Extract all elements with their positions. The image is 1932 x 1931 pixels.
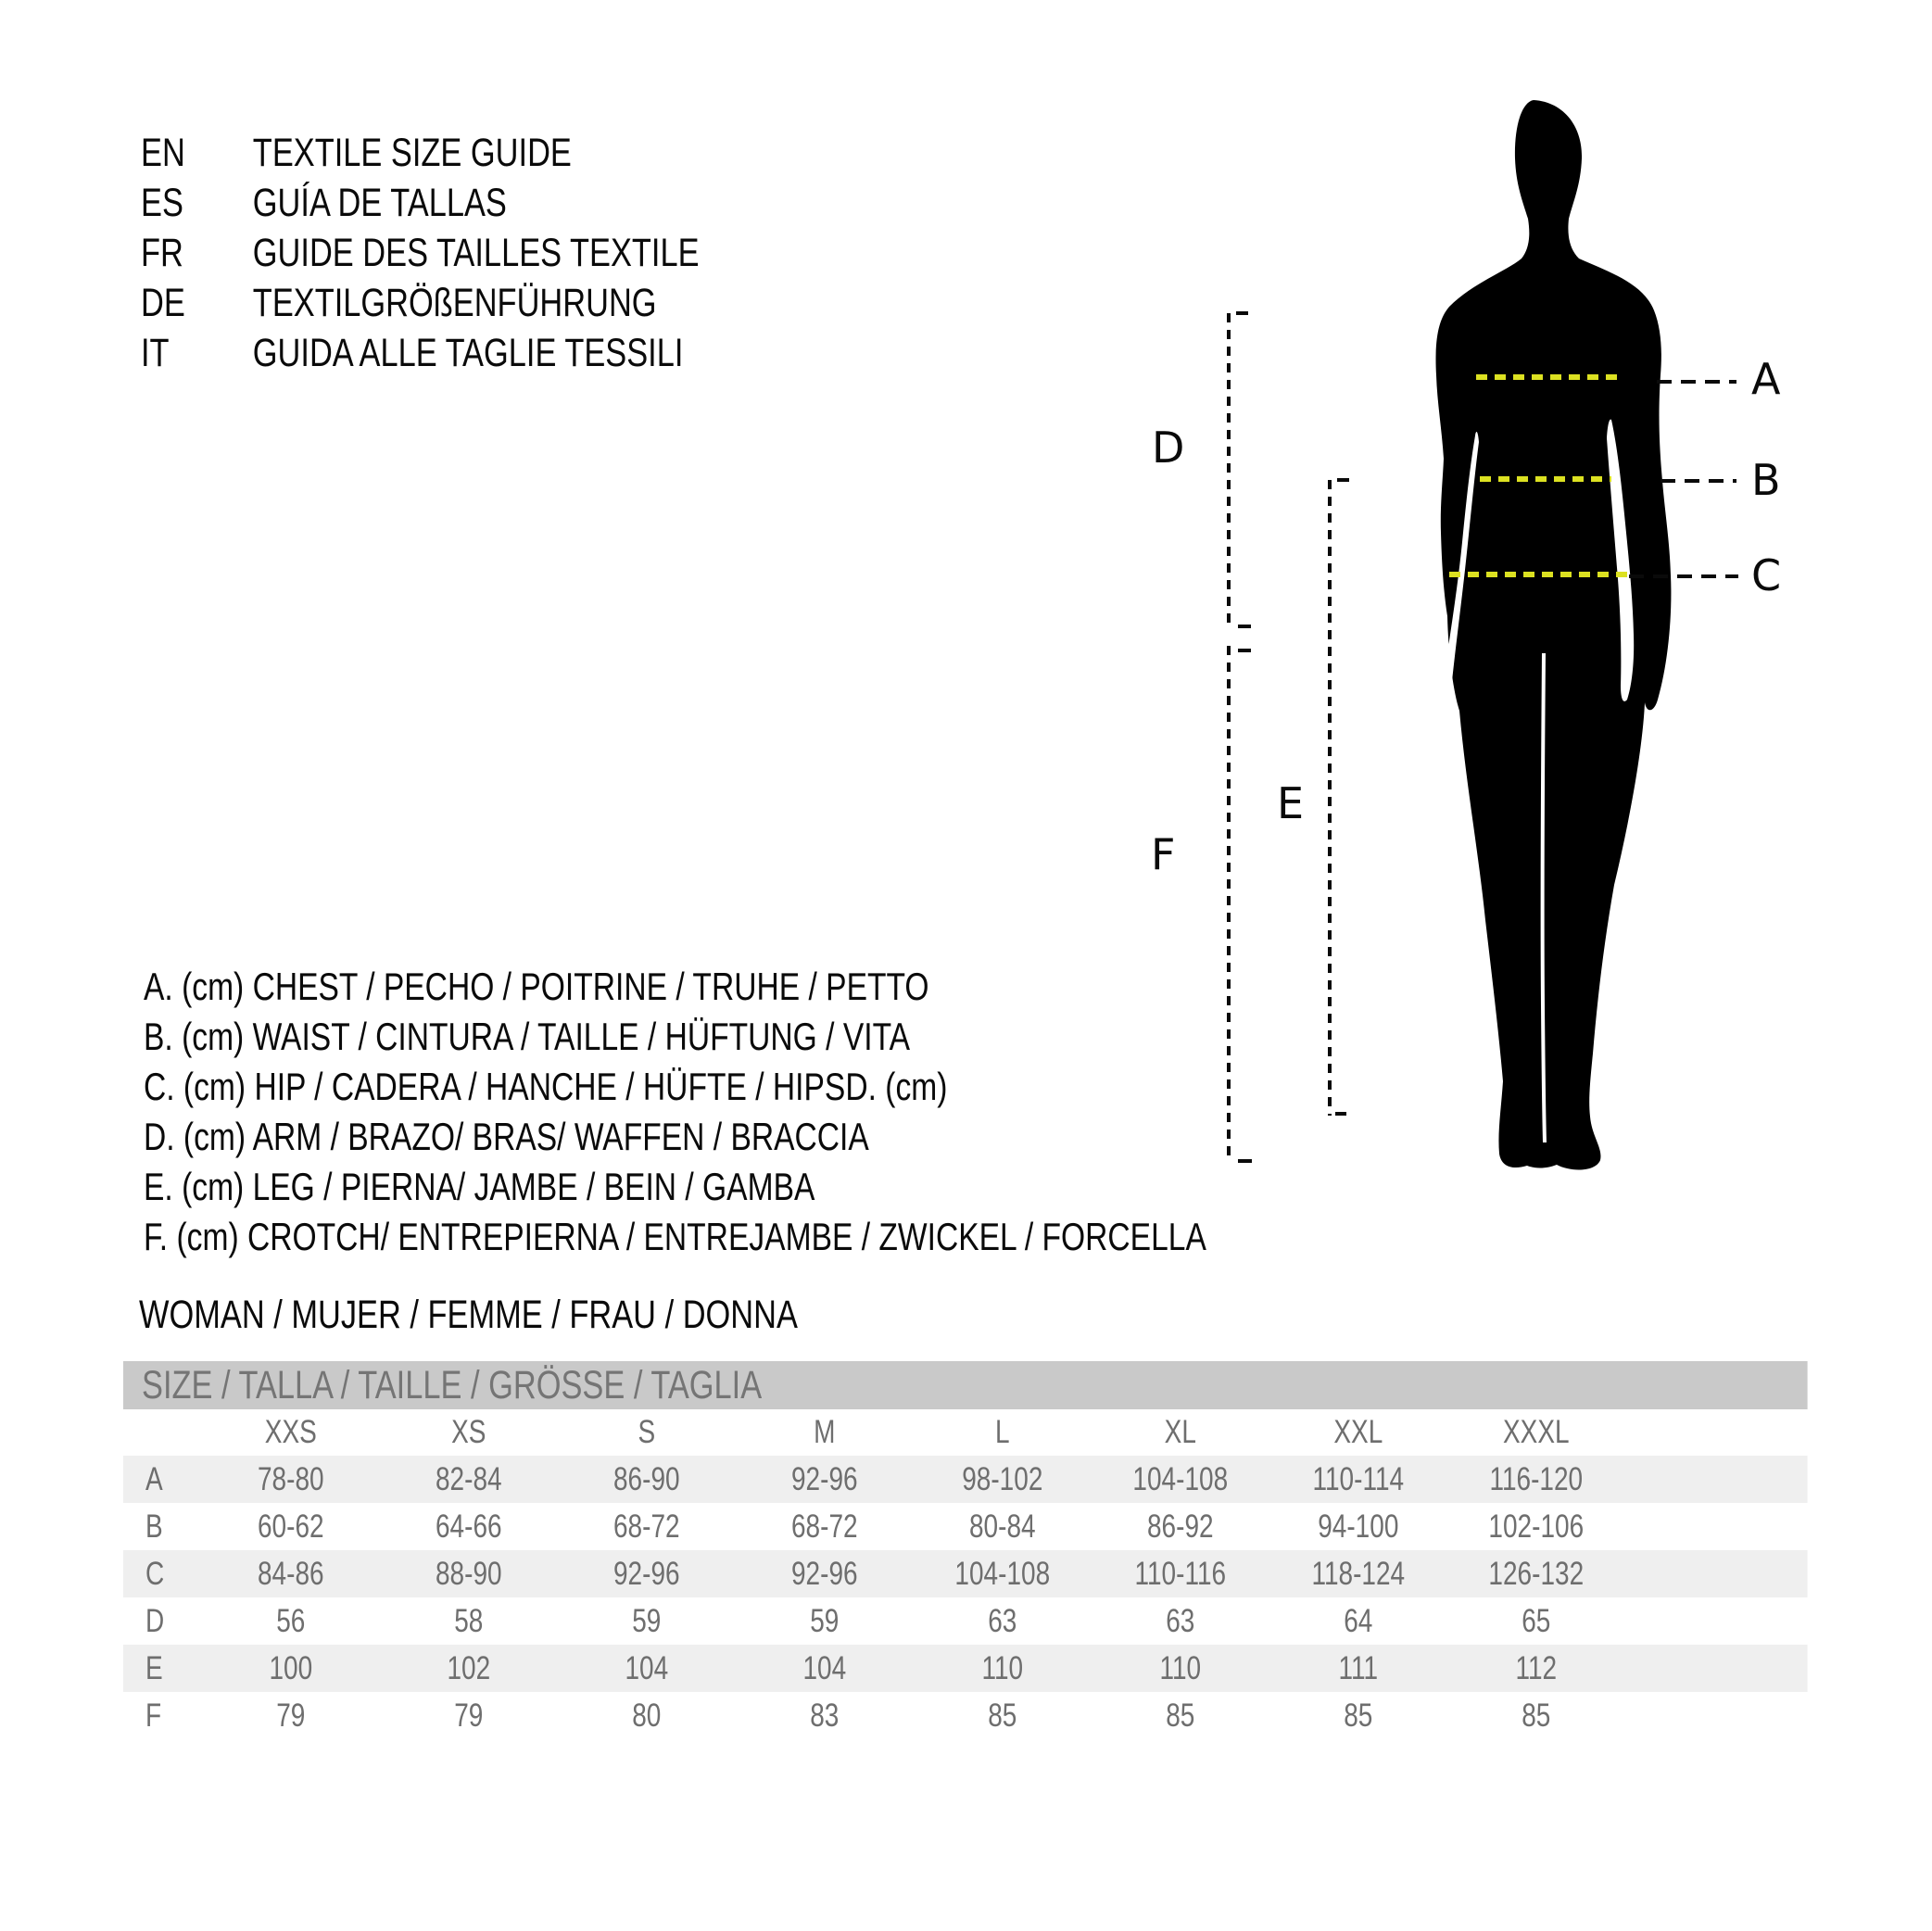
size-column-header: M	[814, 1414, 836, 1450]
label-arm-d: D	[1152, 423, 1185, 473]
size-value: 110-114	[1312, 1460, 1405, 1497]
waist-measure-line	[1480, 476, 1611, 482]
leg-line-top-tick	[1337, 478, 1349, 482]
language-code: FR	[141, 231, 183, 275]
size-value: 92-96	[612, 1555, 680, 1592]
size-column-header: XXL	[1333, 1414, 1383, 1450]
row-label: D	[145, 1602, 165, 1639]
language-title: GUIDE DES TAILLES TEXTILE	[252, 231, 700, 275]
measurement-legend-line: A. (cm) CHEST / PECHO / POITRINE / TRUHE / PETTO	[144, 965, 929, 1008]
table-body	[123, 1456, 1808, 1739]
size-value: 78-80	[257, 1460, 324, 1497]
size-value: 80-84	[968, 1508, 1036, 1545]
table-row	[123, 1692, 1808, 1739]
size-value: 110	[981, 1649, 1024, 1686]
crotch-line-bottom-tick	[1238, 1159, 1252, 1163]
table-row	[123, 1503, 1808, 1550]
size-value: 110-116	[1134, 1555, 1227, 1592]
size-value: 102	[447, 1649, 491, 1686]
hip-measure-line	[1449, 572, 1631, 577]
language-title: TEXTILGRÖßENFÜHRUNG	[252, 281, 657, 325]
size-value: 104-108	[954, 1555, 1051, 1592]
size-value: 118-124	[1311, 1555, 1406, 1592]
arm-dimension-line	[1227, 313, 1231, 628]
table-row	[123, 1550, 1808, 1597]
size-value: 60-62	[257, 1508, 324, 1545]
category-heading: WOMAN / MUJER / FEMME / FRAU / DONNA	[139, 1293, 798, 1337]
size-value: 58	[454, 1602, 484, 1639]
measurement-legend-line: F. (cm) CROTCH/ ENTREPIERNA / ENTREJAMBE / ZWICKEL / FORCELLA	[144, 1215, 1206, 1258]
size-value: 65	[1522, 1602, 1551, 1639]
crotch-dimension-line	[1227, 646, 1231, 1163]
size-value: 88-90	[435, 1555, 502, 1592]
size-value: 104	[625, 1649, 669, 1686]
size-column-header: XXXL	[1503, 1414, 1570, 1450]
size-value: 86-90	[612, 1460, 680, 1497]
row-label: E	[145, 1649, 163, 1686]
size-value: 59	[632, 1602, 662, 1639]
size-value: 68-72	[612, 1508, 680, 1545]
size-value: 94-100	[1318, 1508, 1399, 1545]
size-column-header: XS	[451, 1414, 486, 1450]
size-value: 79	[276, 1697, 306, 1734]
label-crotch-f: F	[1151, 829, 1176, 879]
language-code: DE	[141, 281, 185, 325]
table-row	[123, 1597, 1808, 1645]
row-label: A	[145, 1460, 163, 1497]
size-value: 104	[802, 1649, 847, 1686]
size-column-header: XL	[1164, 1414, 1196, 1450]
table-sizes-row	[123, 1409, 1808, 1456]
size-value: 112	[1515, 1649, 1558, 1686]
size-value: 64-66	[435, 1508, 502, 1545]
size-value: 82-84	[435, 1460, 502, 1497]
size-value: 56	[276, 1602, 306, 1639]
size-value: 102-106	[1488, 1508, 1585, 1545]
label-hip-c: C	[1751, 550, 1782, 600]
hip-leader-line	[1629, 574, 1738, 578]
table-row	[123, 1456, 1808, 1503]
size-value: 111	[1338, 1649, 1379, 1686]
size-column-header: L	[995, 1414, 1010, 1450]
language-title: GUÍA DE TALLAS	[252, 181, 507, 225]
size-value: 100	[269, 1649, 313, 1686]
language-title: GUIDA ALLE TAGLIE TESSILI	[252, 331, 684, 375]
measurement-legend-line: E. (cm) LEG / PIERNA/ JAMBE / BEIN / GAMBA	[144, 1165, 815, 1208]
size-value: 85	[1166, 1697, 1195, 1734]
size-value: 92-96	[790, 1555, 858, 1592]
chest-leader-line	[1657, 380, 1736, 384]
measurement-legend-line: D. (cm) ARM / BRAZO/ BRAS/ WAFFEN / BRACCIA	[144, 1115, 869, 1158]
size-column-header: XXS	[264, 1414, 317, 1450]
row-label: C	[145, 1555, 165, 1592]
label-leg-e: E	[1277, 778, 1305, 828]
size-value: 64	[1344, 1602, 1373, 1639]
leg-line-bottom-tick	[1335, 1112, 1346, 1116]
size-value: 63	[988, 1602, 1017, 1639]
size-value: 63	[1166, 1602, 1195, 1639]
size-value: 116-120	[1489, 1460, 1584, 1497]
waist-leader-line	[1661, 479, 1736, 483]
label-chest-a: A	[1751, 354, 1781, 404]
table-header-bar: SIZE / TALLA / TAILLE / GRÖSSE / TAGLIA	[123, 1361, 1808, 1409]
language-code: ES	[141, 181, 183, 225]
arm-line-bottom-tick	[1238, 625, 1251, 628]
chest-measure-line	[1476, 374, 1617, 380]
language-code: EN	[141, 131, 185, 175]
size-value: 92-96	[790, 1460, 858, 1497]
size-value: 84-86	[257, 1555, 324, 1592]
size-value: 85	[1344, 1697, 1373, 1734]
size-value: 104-108	[1132, 1460, 1229, 1497]
size-value: 68-72	[790, 1508, 858, 1545]
language-code: IT	[141, 331, 170, 375]
size-value: 79	[454, 1697, 484, 1734]
size-table	[123, 1361, 1808, 1739]
size-value: 86-92	[1146, 1508, 1214, 1545]
row-label: F	[145, 1697, 162, 1734]
size-value: 85	[1522, 1697, 1551, 1734]
measurement-legend	[144, 962, 1626, 1262]
measurement-legend-line: B. (cm) WAIST / CINTURA / TAILLE / HÜFTUNG / VITA	[144, 1015, 911, 1058]
arm-line-top-tick	[1236, 311, 1248, 315]
table-row	[123, 1645, 1808, 1692]
size-value: 83	[810, 1697, 840, 1734]
size-value: 110	[1159, 1649, 1202, 1686]
row-label: B	[145, 1508, 163, 1545]
measurement-legend-line: C. (cm) HIP / CADERA / HANCHE / HÜFTE / HIPSD. (cm)	[144, 1065, 948, 1108]
size-column-header: S	[638, 1414, 656, 1450]
leg-dimension-line	[1328, 480, 1332, 1116]
language-title: TEXTILE SIZE GUIDE	[252, 131, 572, 175]
size-value: 85	[988, 1697, 1017, 1734]
size-value: 98-102	[962, 1460, 1043, 1497]
crotch-line-top-tick	[1238, 649, 1251, 652]
size-value: 59	[810, 1602, 840, 1639]
size-value: 126-132	[1488, 1555, 1585, 1592]
size-value: 80	[632, 1697, 662, 1734]
label-waist-b: B	[1751, 455, 1781, 505]
